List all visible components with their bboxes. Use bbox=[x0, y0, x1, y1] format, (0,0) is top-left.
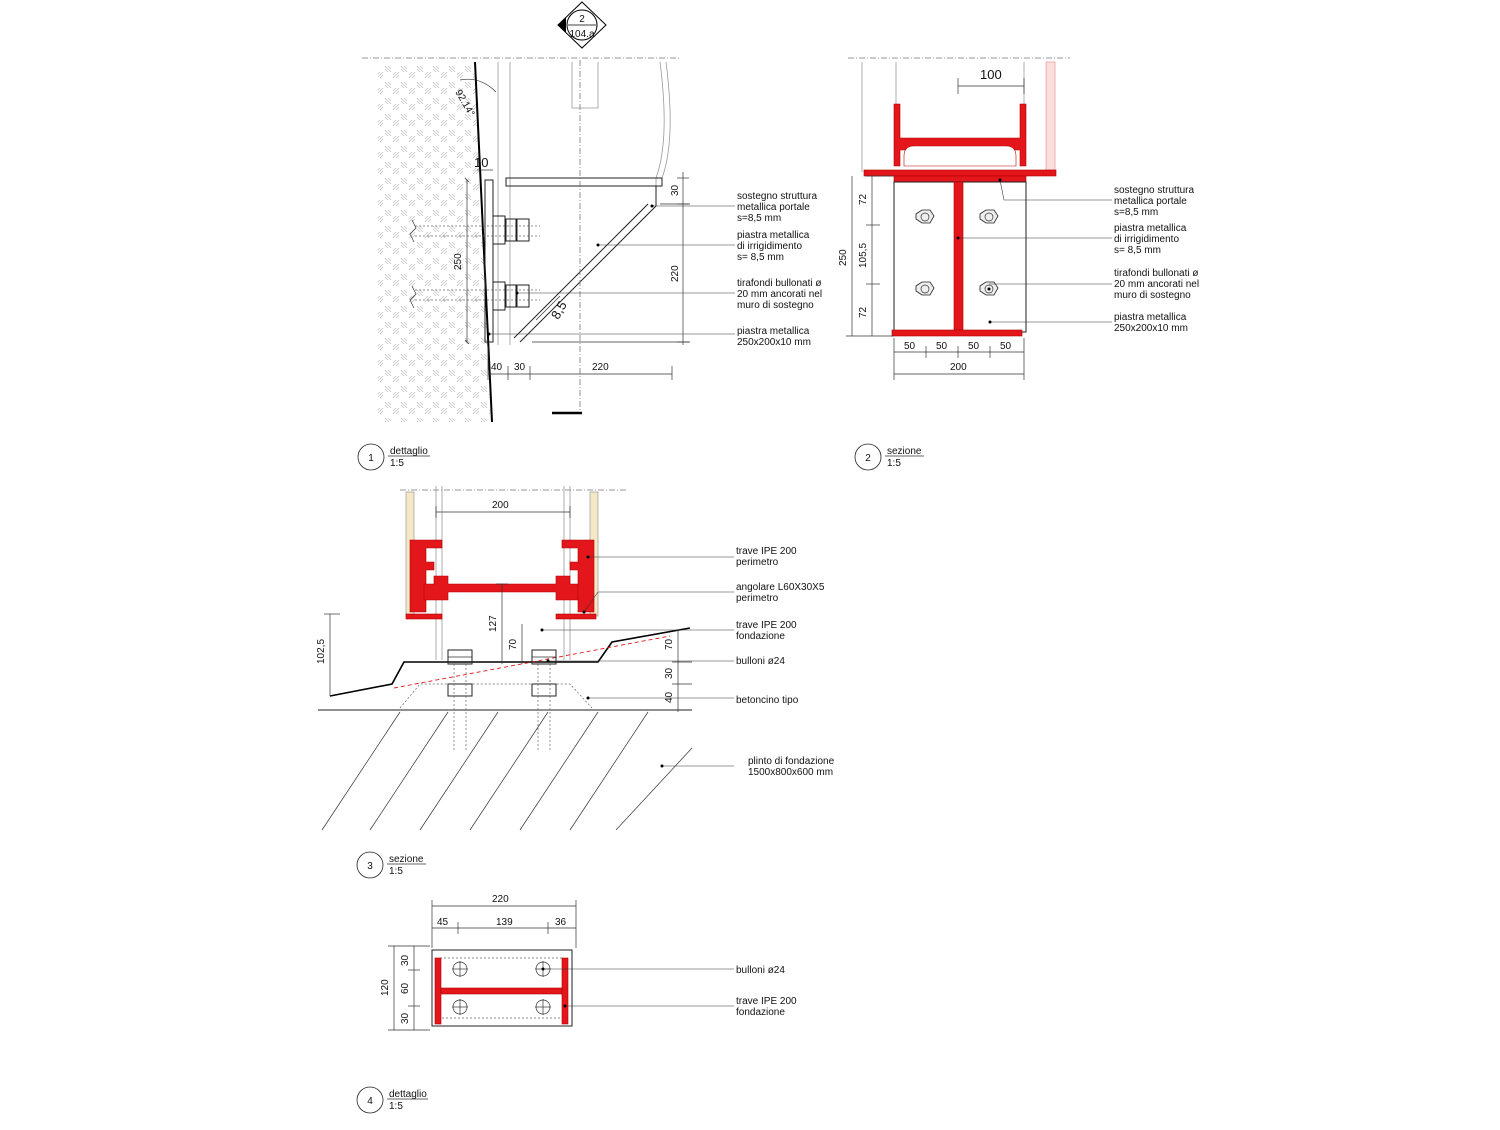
section-reference-marker bbox=[558, 2, 606, 48]
d2-scale: 1:5 bbox=[887, 458, 901, 469]
dim-w220: 220 bbox=[492, 894, 509, 905]
detail-4-title bbox=[357, 1087, 428, 1113]
d4-title: dettaglio bbox=[389, 1089, 427, 1100]
dim-top-30: 30 bbox=[670, 184, 681, 196]
detail-2-drawing bbox=[838, 58, 1112, 380]
detail-1-notes bbox=[737, 191, 822, 348]
dim-plate-gap: 10 bbox=[474, 155, 489, 170]
dim-height-220: 220 bbox=[670, 265, 681, 282]
detail-3-drawing bbox=[316, 486, 734, 830]
d3-note-2: angolare L60X30X5 perimetro bbox=[736, 582, 825, 604]
dim-top-100: 100 bbox=[980, 67, 1002, 82]
d2-note-2: piastra metallica di irrigidimento s= 8,5 mm bbox=[1114, 223, 1187, 256]
dim-w36: 36 bbox=[555, 917, 567, 928]
d4-note-1: bulloni ø24 bbox=[736, 965, 785, 976]
dim-v60: 60 bbox=[400, 982, 411, 994]
detail-3-notes bbox=[736, 546, 835, 778]
plan-bolt bbox=[452, 999, 468, 1015]
d4-scale: 1:5 bbox=[389, 1101, 403, 1112]
dim-v250: 250 bbox=[838, 249, 849, 266]
d3-title: sezione bbox=[389, 854, 424, 865]
dim-v30a: 30 bbox=[400, 954, 411, 966]
detail-1-drawing bbox=[362, 58, 735, 422]
d2-title: sezione bbox=[887, 446, 922, 457]
dim-v120: 120 bbox=[380, 979, 391, 996]
svg-text:2: 2 bbox=[865, 453, 871, 464]
foundation-bolt bbox=[448, 650, 472, 752]
dim-w45: 45 bbox=[437, 917, 449, 928]
detail-4-notes bbox=[736, 965, 797, 1018]
detail-3-title bbox=[357, 852, 426, 878]
d3-note-4: bulloni ø24 bbox=[736, 656, 785, 667]
dim-bottom-220: 220 bbox=[592, 362, 609, 373]
d1-title: dettaglio bbox=[390, 446, 428, 457]
foundation-bolt bbox=[532, 650, 556, 752]
d2-note-4: piastra metallica 250x200x10 mm bbox=[1114, 312, 1188, 334]
d1-note-2: piastra metallica di irrigidimento s= 8,5 mm bbox=[737, 230, 810, 263]
dim-weld: 8,5 bbox=[547, 298, 570, 322]
d3-scale: 1:5 bbox=[389, 866, 403, 877]
dim-r40: 40 bbox=[664, 691, 675, 703]
plan-bolt bbox=[452, 961, 468, 977]
d1-note-1: sostegno struttura metallica portale s=8,5 mm bbox=[737, 191, 818, 224]
angle-label: 92.14° bbox=[452, 87, 477, 119]
section-bolt bbox=[980, 210, 998, 223]
dim-h200: 200 bbox=[950, 362, 967, 373]
dim-bottom-40: 40 bbox=[491, 362, 503, 373]
d1-note-4: piastra metallica 250x200x10 mm bbox=[737, 326, 811, 348]
svg-text:3: 3 bbox=[367, 861, 373, 872]
dim-v70: 70 bbox=[508, 638, 519, 650]
d2-note-1: sostegno struttura metallica portale s=8,5 mm bbox=[1114, 185, 1195, 218]
d3-note-5: betoncino tipo bbox=[736, 695, 799, 706]
dim-v72a: 72 bbox=[858, 193, 869, 205]
dim-v30b: 30 bbox=[400, 1012, 411, 1024]
dim-h50c: 50 bbox=[968, 341, 980, 352]
d3-note-3: trave IPE 200 fondazione bbox=[736, 620, 797, 642]
dim-h50a: 50 bbox=[904, 341, 916, 352]
marker-sheet: 104.a bbox=[569, 29, 595, 40]
dim-r70: 70 bbox=[664, 638, 675, 650]
detail-2-notes bbox=[1114, 185, 1199, 334]
detail-1-title bbox=[358, 444, 430, 470]
dim-v127: 127 bbox=[488, 615, 499, 632]
dim-bottom-30: 30 bbox=[514, 362, 526, 373]
dim-h50b: 50 bbox=[936, 341, 948, 352]
dim-top-200: 200 bbox=[492, 500, 509, 511]
detail-4-drawing bbox=[380, 894, 734, 1030]
marker-number: 2 bbox=[579, 14, 585, 25]
d1-scale: 1:5 bbox=[390, 458, 404, 469]
detail-2-title bbox=[855, 444, 924, 470]
dim-w139: 139 bbox=[496, 917, 513, 928]
dim-v72b: 72 bbox=[858, 306, 869, 318]
dim-v105: 105,5 bbox=[858, 242, 869, 268]
d1-note-3: tirafondi bullonati ø 20 mm ancorati nel muro di sostegno bbox=[737, 278, 823, 311]
dim-height-250: 250 bbox=[453, 253, 464, 270]
plan-bolt bbox=[535, 999, 551, 1015]
dim-h50d: 50 bbox=[1000, 341, 1012, 352]
dim-r30: 30 bbox=[664, 667, 675, 679]
d3-note-1: trave IPE 200 perimetro bbox=[736, 546, 797, 568]
d3-note-6: plinto di fondazione 1500x800x600 mm bbox=[748, 756, 835, 778]
section-bolt bbox=[916, 282, 934, 295]
svg-text:1: 1 bbox=[368, 453, 374, 464]
dim-v102: 102,5 bbox=[316, 638, 327, 664]
svg-text:4: 4 bbox=[367, 1096, 373, 1107]
d2-note-3: tirafondi bullonati ø 20 mm ancorati nel muro di sostegno bbox=[1114, 268, 1200, 301]
section-bolt bbox=[916, 210, 934, 223]
d4-note-2: trave IPE 200 fondazione bbox=[736, 996, 797, 1018]
